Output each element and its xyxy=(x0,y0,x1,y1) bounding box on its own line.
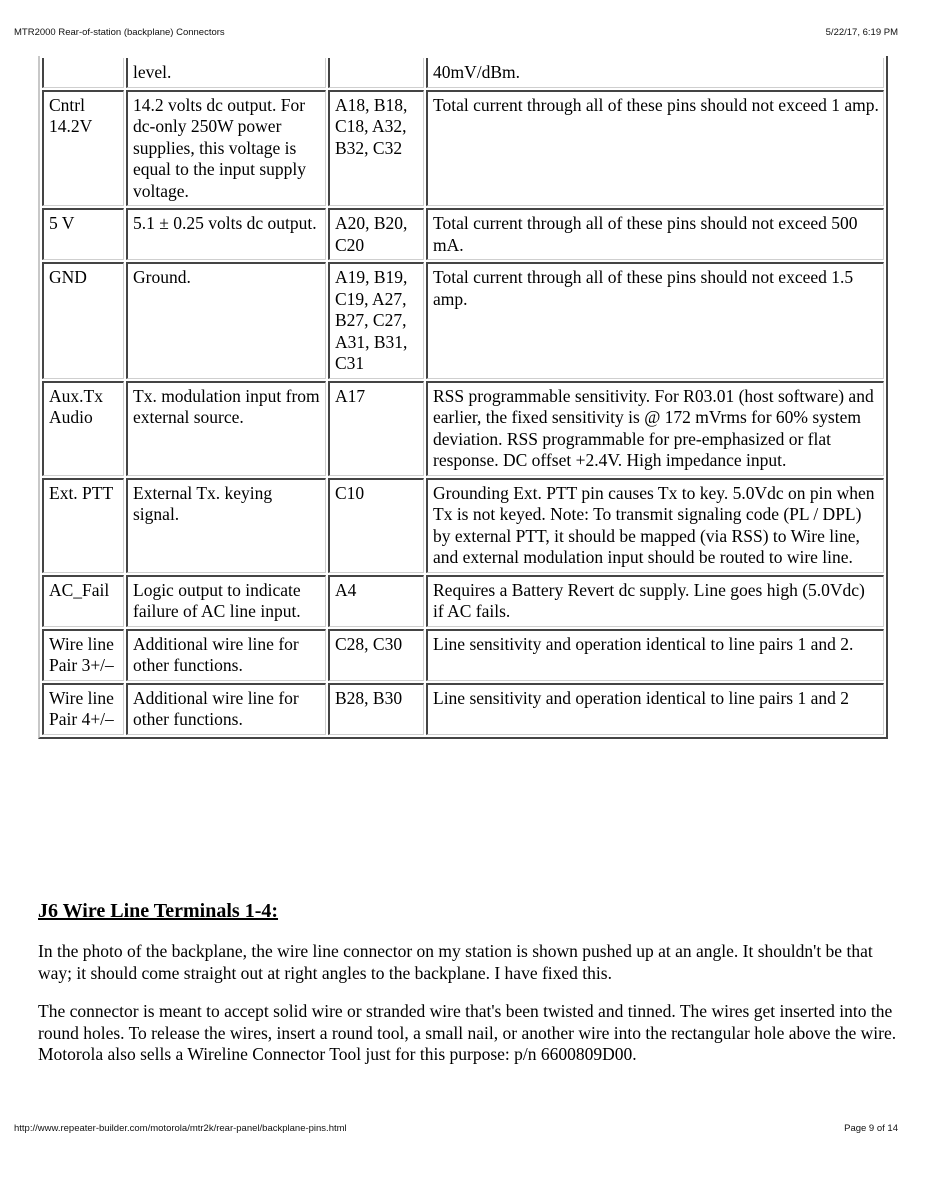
notes-cell: Total current through all of these pins should not exceed 1.5 amp. xyxy=(426,262,884,379)
table-row xyxy=(42,208,884,260)
notes-cell: RSS programmable sensitivity. For R03.01 (host software) and earlier, the fixed sensitivity is @ 172 mVrms for 60% system deviation. RSS programmable for pre-emphasized or flat response. DC offset +2.4V. High impedance input. xyxy=(426,381,884,476)
table-row xyxy=(42,478,884,573)
signal-name-cell: GND xyxy=(42,262,124,379)
pins-cell: A20, B20, C20 xyxy=(328,208,424,260)
table-row xyxy=(42,683,884,735)
page-number: Page 9 of 14 xyxy=(844,1123,898,1134)
description-cell: External Tx. keying signal. xyxy=(126,478,326,573)
pins-cell: A18, B18, C18, A32, B32, C32 xyxy=(328,90,424,207)
signal-name-cell: AC_Fail xyxy=(42,575,124,627)
notes-cell: Total current through all of these pins should not exceed 1 amp. xyxy=(426,90,884,207)
description-cell: Ground. xyxy=(126,262,326,379)
description-cell: Tx. modulation input from external source. xyxy=(126,381,326,476)
pins-cell: B28, B30 xyxy=(328,683,424,735)
pins-cell xyxy=(328,58,424,88)
notes-cell: Grounding Ext. PTT pin causes Tx to key. 5.0Vdc on pin when Tx is not keyed. Note: To transmit signaling code (PL / DPL) by external PTT, it should be mapped (via RSS) to Wire line, and external modulation input should be routed to wire line. xyxy=(426,478,884,573)
description-cell: 14.2 volts dc output. For dc-only 250W power supplies, this voltage is equal to the input supply voltage. xyxy=(126,90,326,207)
pins-cell: A4 xyxy=(328,575,424,627)
paragraph: The connector is meant to accept solid wire or stranded wire that's been twisted and tinned. The wires get inserted into the round holes. To release the wires, insert a round tool, a small nail, or another wire into the rectangular hole above the wire. Motorola also sells a Wireline Connector Tool just for this purpose: p/n 6600809D00. xyxy=(38,1001,897,1064)
pins-cell: A17 xyxy=(328,381,424,476)
description-cell: Additional wire line for other functions. xyxy=(126,629,326,681)
table-row xyxy=(42,58,884,88)
source-url: http://www.repeater-builder.com/motorola/mtr2k/rear-panel/backplane-pins.html xyxy=(14,1123,347,1134)
description-cell: 5.1 ± 0.25 volts dc output. xyxy=(126,208,326,260)
signal-name-cell: Cntrl 14.2V xyxy=(42,90,124,207)
table-row xyxy=(42,575,884,627)
notes-cell: 40mV/dBm. xyxy=(426,58,884,88)
notes-cell: Line sensitivity and operation identical to line pairs 1 and 2 xyxy=(426,683,884,735)
description-cell: level. xyxy=(126,58,326,88)
description-cell: Logic output to indicate failure of AC line input. xyxy=(126,575,326,627)
pins-cell: C28, C30 xyxy=(328,629,424,681)
connector-pin-table xyxy=(38,56,888,739)
section-heading: J6 Wire Line Terminals 1-4: xyxy=(38,900,279,922)
signal-name-cell: Aux.Tx Audio xyxy=(42,381,124,476)
paragraph: In the photo of the backplane, the wire line connector on my station is shown pushed up at an angle. It shouldn't be that way; it should come straight out at right angles to the backplane. I have fixed this. xyxy=(38,941,873,983)
signal-name-cell: Wire line Pair 3+/– xyxy=(42,629,124,681)
table-row xyxy=(42,381,884,476)
notes-cell: Total current through all of these pins should not exceed 500 mA. xyxy=(426,208,884,260)
signal-name-cell xyxy=(42,58,124,88)
pins-cell: C10 xyxy=(328,478,424,573)
table-row xyxy=(42,262,884,379)
signal-name-cell: Ext. PTT xyxy=(42,478,124,573)
description-cell: Additional wire line for other functions. xyxy=(126,683,326,735)
print-datetime: 5/22/17, 6:19 PM xyxy=(825,27,898,38)
pins-cell: A19, B19, C19, A27, B27, C27, A31, B31, C31 xyxy=(328,262,424,379)
document-title: MTR2000 Rear-of-station (backplane) Connectors xyxy=(14,27,225,38)
signal-name-cell: 5 V xyxy=(42,208,124,260)
table-row xyxy=(42,629,884,681)
signal-name-cell: Wire line Pair 4+/– xyxy=(42,683,124,735)
notes-cell: Line sensitivity and operation identical to line pairs 1 and 2. xyxy=(426,629,884,681)
table-row xyxy=(42,90,884,207)
j6-wire-line-section xyxy=(38,900,898,1083)
notes-cell: Requires a Battery Revert dc supply. Line goes high (5.0Vdc) if AC fails. xyxy=(426,575,884,627)
